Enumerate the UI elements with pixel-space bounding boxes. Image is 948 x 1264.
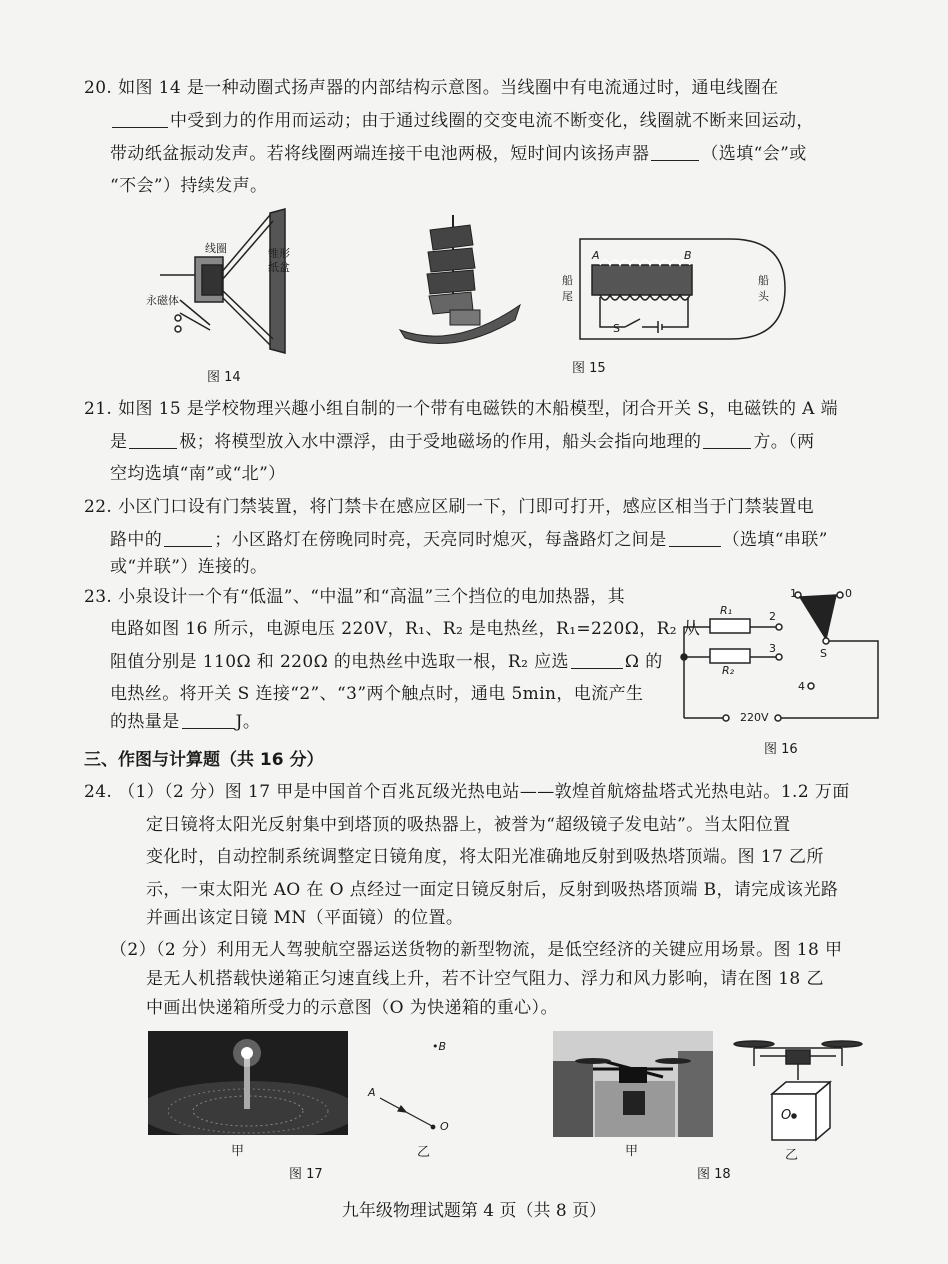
figure-14-speaker-diagram [140,205,300,355]
figure-16-caption: 图 16 [764,742,798,757]
q22-text: 路中的 [110,530,163,550]
q21-line3 [110,463,286,485]
q20-blank-2[interactable] [651,144,699,161]
q20-number: 20. [84,78,113,98]
q22-text: （选填“串联” [722,530,828,550]
figure-15-boat-electromagnet [570,235,790,345]
q24-line5 [146,907,463,929]
label-center-O: O [781,1108,792,1123]
q24-line8 [146,997,558,1019]
q24-line2 [146,814,791,836]
q24-text: 定日镜将太阳光反射集中到塔顶的吸热器上，被誉为“超级镜子发电站”。当太阳位置 [146,815,791,835]
label-stern-1: 船 [562,274,573,287]
q21-line1 [84,398,838,420]
q22-text: ；小区路灯在傍晚同时亮，天亮同时熄灭，每盏路灯之间是 [214,530,667,550]
label-contact-4: 4 [798,680,805,693]
q23-text: 的热量是 [110,712,180,732]
q20-line4 [110,175,267,197]
q20-text: “不会”）持续发声。 [110,176,268,196]
q20-text: （选填“会”或 [701,144,807,164]
q22-blank-1[interactable] [164,530,212,547]
q21-text: 方。（两 [753,432,815,452]
figure-17-solar-plant-photo [148,1031,348,1135]
q23-line5 [110,711,260,733]
figure-14-caption: 图 14 [207,370,241,385]
figure-16-circuit [678,585,883,725]
q22-number: 22. [84,497,113,517]
q20-text: 如图 14 是一种动圈式扬声器的内部结构示意图。当线圈中有电流通过时，通电线圈在 [118,78,779,98]
q24-text: （2）（2 分）利用无人驾驶航空器运送货物的新型物流，是低空经济的关键应用场景。图 18 甲 [110,940,843,960]
label-R1: R₁ [720,604,733,617]
figure-17-yi-label: 乙 [417,1145,431,1160]
label-point-O: O [440,1120,449,1133]
section-3-heading: 三、作图与计算题（共 16 分） [84,750,324,770]
label-switch-S: S [613,322,620,335]
q24-line7 [146,968,824,990]
q21-blank-2[interactable] [703,432,751,449]
page-footer: 九年级物理试题第 4 页（共 8 页） [341,1201,607,1221]
label-220V: 220V [740,711,769,724]
label-contact-0: 0 [845,587,852,600]
q22-text: 或“并联”）连接的。 [110,557,268,577]
q20-line3 [110,143,807,165]
label-stern-2: 尾 [562,290,573,303]
label-switch-S: S [820,647,827,660]
q24-line6 [110,939,842,961]
q21-text: 如图 15 是学校物理兴趣小组自制的一个带有电磁铁的木船模型，闭合开关 S，电磁铁的 A 端 [118,399,839,419]
label-magnet: 永磁体 [146,294,179,307]
q23-line2 [110,618,700,640]
q24-number: 24. [84,782,113,802]
q23-text: J。 [235,712,261,732]
label-contact-3: 3 [769,642,776,655]
label-coil: 线圈 [205,242,227,255]
q21-line2 [110,431,815,453]
q24-text: 变化时，自动控制系统调整定日镜角度，将太阳光准确地反射到吸热塔顶端。图 17 乙所 [146,847,824,867]
q23-line3 [110,651,663,673]
q24-text: 是无人机搭载快递箱正匀速直线上升，若不计空气阻力、浮力和风力影响，请在图 18 乙 [146,969,824,989]
label-A-end: A [592,249,600,262]
q21-text: 空均选填“南”或“北”） [110,464,286,484]
q24-text: 示，一束太阳光 AO 在 O 点经过一面定日镜反射后，反射到吸热塔顶端 B，请完成该光路 [146,880,839,900]
q22-line3 [110,556,267,578]
figure-18-drone-box-diagram [730,1036,865,1146]
label-cone-2: 纸盆 [268,261,290,274]
q21-text: 是 [110,432,128,452]
label-cone-1: 锥形 [268,247,290,260]
q21-text: 极；将模型放入水中漂浮，由于受地磁场的作用，船头会指向地理的 [179,432,702,452]
figure-18-yi-label: 乙 [785,1148,799,1163]
q21-number: 21. [84,399,113,419]
q23-text: 小泉设计一个有“低温”、“中温”和“高温”三个挡位的电加热器，其 [118,587,626,607]
q22-line2 [110,529,828,551]
q24-text: 中画出快递箱所受力的示意图（O 为快递箱的重心）。 [146,998,558,1018]
q23-text: Ω 的 [624,652,663,672]
q24-line4 [146,879,838,901]
q24-text: 并画出该定日镜 MN（平面镜）的位置。 [146,908,464,928]
figure-17-jia-label: 甲 [231,1144,245,1159]
q23-text: 阻值分别是 110Ω 和 220Ω 的电热丝中选取一根，R₂ 应选 [110,652,569,672]
label-point-B: •B [432,1040,447,1053]
label-bow-1: 船 [758,274,769,287]
figure-18-caption: 图 18 [697,1167,731,1182]
q23-line1 [84,586,625,608]
q22-line1 [84,496,814,518]
label-R2: R₂ [722,664,735,677]
q20-line2 [110,110,814,132]
label-B-end: B [684,249,692,262]
q22-blank-2[interactable] [669,530,721,547]
figure-18-drone-photo [553,1031,713,1137]
q20-text: 中受到力的作用而运动；由于通过线圈的交变电流不断变化，线圈就不断来回运动， [170,111,814,131]
q20-blank-1[interactable] [112,111,168,128]
q23-text: 电热丝。将开关 S 连接“2”、“3”两个触点时，通电 5min，电流产生 [110,684,644,704]
q23-line4 [110,683,643,705]
q20-text: 带动纸盆振动发声。若将线圈两端连接干电池两极，短时间内该扬声器 [110,144,650,164]
figure-15-caption: 图 15 [572,361,606,376]
q24-text: （1）（2 分）图 17 甲是中国首个百兆瓦级光热电站——敦煌首航熔盐塔式光热电站。1.2 万面 [118,782,850,802]
label-point-A: A [368,1086,376,1099]
q22-text: 小区门口设有门禁装置，将门禁卡在感应区刷一下，门即可打开，感应区相当于门禁装置电 [118,497,815,517]
q20-line1 [84,77,779,99]
label-contact-1: 1 [790,587,797,600]
boat-model-illustration [395,210,525,350]
figure-17-caption: 图 17 [289,1167,323,1182]
label-contact-2: 2 [769,610,776,623]
q23-text: 电路如图 16 所示，电源电压 220V，R₁、R₂ 是电热丝，R₁=220Ω，R₂ 从 [110,619,701,639]
q24-line3 [146,846,824,868]
q23-blank-2[interactable] [182,712,234,729]
q21-blank-1[interactable] [129,432,177,449]
q23-number: 23. [84,587,113,607]
q23-blank-1[interactable] [571,652,623,669]
label-bow-2: 头 [758,290,769,303]
q24-line1 [84,781,850,803]
figure-18-jia-label: 甲 [625,1144,639,1159]
